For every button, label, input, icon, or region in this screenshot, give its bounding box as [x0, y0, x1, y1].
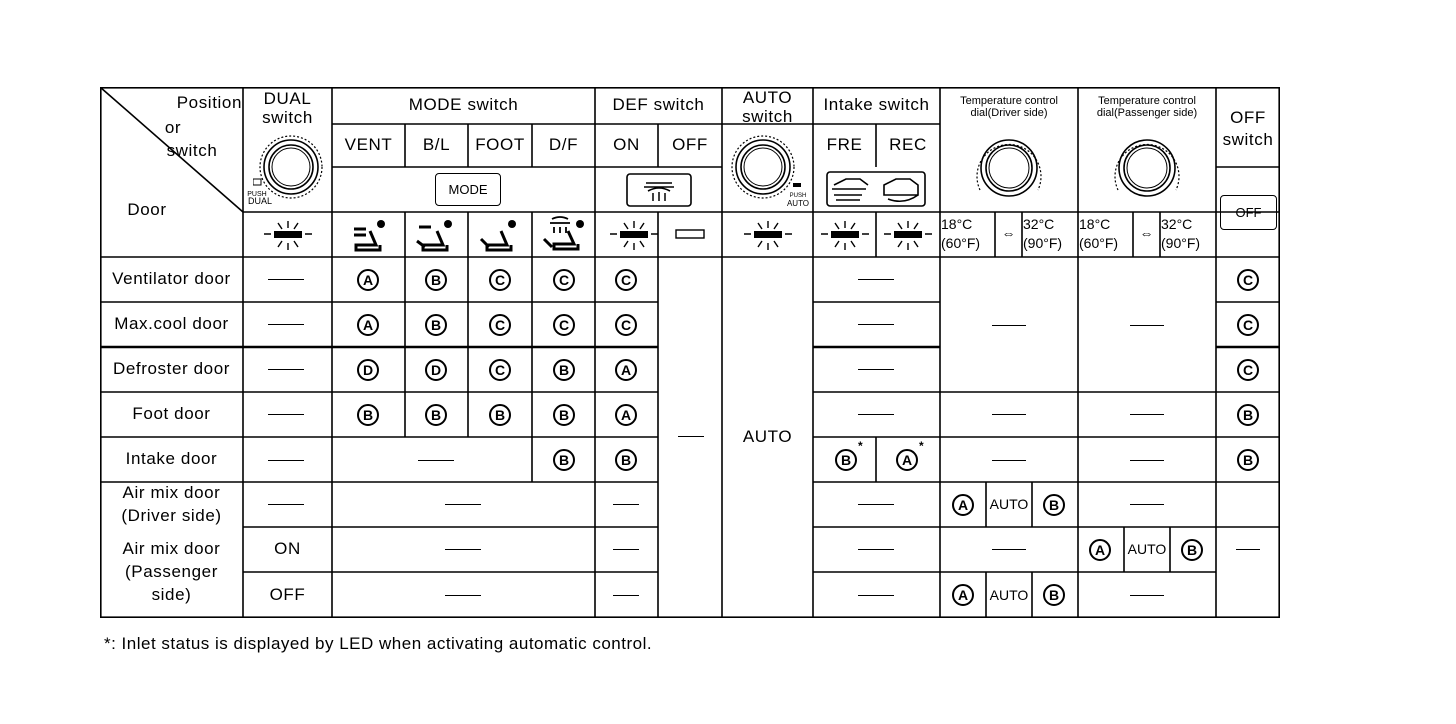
temp-driver-arrow: ⇔ — [1001, 224, 1016, 241]
temp-driver-low-c: 18°C — [941, 215, 973, 232]
auto-small-value: AUTO — [989, 496, 1029, 513]
dash — [1130, 414, 1164, 415]
dash — [858, 369, 894, 370]
df-mode-icon — [540, 215, 588, 253]
push-dual-label-1: PUSH — [247, 190, 267, 198]
led-off-icon — [675, 229, 707, 241]
mode-vent-header: VENT — [344, 135, 393, 155]
value-badge: B — [425, 269, 447, 291]
dash — [992, 549, 1026, 550]
led-on-icon — [606, 217, 662, 253]
dash — [1130, 595, 1164, 596]
row-label-ventilator: Ventilator door — [112, 269, 231, 289]
temp-passenger-low-f: (60°F) — [1079, 234, 1119, 251]
temp-driver-low-f: (60°F) — [941, 234, 981, 251]
value-badge: A — [357, 314, 379, 336]
value-badge: A — [615, 404, 637, 426]
temp-driver-dial-icon — [972, 130, 1046, 206]
mode-switch-header: MODE switch — [408, 95, 519, 115]
value-badge: B — [1181, 539, 1203, 561]
dash — [613, 549, 639, 550]
row-label-maxcool: Max.cool door — [114, 314, 229, 334]
push-auto-label-2: AUTO — [786, 198, 810, 208]
led-on-icon — [817, 217, 873, 253]
value-badge: A — [896, 449, 918, 471]
value-badge: B — [425, 404, 447, 426]
dash — [1130, 325, 1164, 326]
row-label-foot: Foot door — [132, 404, 211, 424]
mode-button: MODE — [435, 173, 501, 206]
value-badge: C — [615, 269, 637, 291]
value-badge: C — [1237, 314, 1259, 336]
mode-foot-header: FOOT — [475, 135, 525, 155]
led-on-icon — [260, 217, 316, 253]
value-badge: B — [553, 449, 575, 471]
value-badge: D — [357, 359, 379, 381]
dash — [268, 324, 304, 325]
push-auto-label-1: PUSH — [789, 193, 807, 200]
intake-switch-header: Intake switch — [823, 95, 930, 115]
dash — [992, 460, 1026, 461]
value-badge: C — [489, 269, 511, 291]
value-badge: A — [952, 584, 974, 606]
dash — [268, 414, 304, 415]
value-badge: C — [1237, 269, 1259, 291]
temp-passenger-arrow: ⇔ — [1139, 224, 1154, 241]
value-badge: C — [1237, 359, 1259, 381]
value-badge: B — [489, 404, 511, 426]
value-badge: B — [553, 359, 575, 381]
dash — [613, 595, 639, 596]
dash — [418, 460, 454, 461]
row-label-defroster: Defroster door — [112, 359, 231, 379]
dash — [445, 595, 481, 596]
value-badge: A — [357, 269, 379, 291]
auto-small-value: AUTO — [989, 586, 1029, 603]
def-button-icon — [626, 173, 692, 207]
value-badge: B — [425, 314, 447, 336]
value-badge: D — [425, 359, 447, 381]
footnote-marker: * — [919, 439, 924, 453]
dash — [613, 504, 639, 505]
dash — [858, 279, 894, 280]
dash — [445, 549, 481, 550]
value-badge: C — [553, 314, 575, 336]
intake-rec-header: REC — [889, 135, 927, 155]
value-badge: B — [1237, 404, 1259, 426]
intake-fre-header: FRE — [826, 135, 863, 155]
footnote-marker: * — [858, 439, 863, 453]
value-badge: B — [357, 404, 379, 426]
def-on-header: ON — [613, 135, 640, 155]
temp-passenger-dial-icon — [1110, 130, 1184, 206]
def-off-header: OFF — [672, 135, 708, 155]
dash — [1236, 549, 1260, 550]
foot-mode-icon — [477, 217, 521, 253]
temp-driver-header: Temperature control dial(Driver side) — [960, 94, 1058, 119]
row-label-airmix-driver: Air mix door (Driver side) — [121, 483, 222, 525]
off-button: OFF — [1220, 195, 1277, 230]
dash — [992, 325, 1026, 326]
temp-passenger-low-c: 18°C — [1079, 215, 1111, 232]
row-label-airmix-passenger: Air mix door (Passenger side) — [122, 539, 221, 604]
value-badge: C — [489, 314, 511, 336]
value-badge: C — [615, 314, 637, 336]
value-badge: B — [615, 449, 637, 471]
corner-position-label: Position — [176, 92, 242, 112]
dash — [858, 414, 894, 415]
off-switch-header: OFF switch — [1222, 107, 1274, 149]
dash — [992, 414, 1026, 415]
auto-value: AUTO — [742, 426, 793, 446]
bl-mode-icon — [413, 217, 457, 253]
dash — [678, 436, 704, 437]
corner-door-label: Door — [127, 199, 167, 219]
corner-switch-label: switch — [166, 140, 218, 160]
def-switch-header: DEF switch — [612, 95, 705, 115]
dash — [1130, 460, 1164, 461]
row-label-intake: Intake door — [125, 449, 218, 469]
value-badge: C — [553, 269, 575, 291]
led-on-icon — [740, 217, 796, 253]
led-on-icon — [880, 217, 936, 253]
value-badge: B — [1043, 584, 1065, 606]
dash — [445, 504, 481, 505]
value-badge: A — [952, 494, 974, 516]
dash — [268, 460, 304, 461]
push-dual-label-2: DUAL — [247, 196, 272, 207]
auto-switch-header: AUTO switch — [742, 87, 793, 126]
vent-mode-icon — [350, 217, 390, 253]
corner-or-label: or — [164, 117, 182, 137]
dash — [268, 369, 304, 370]
temp-driver-high-f: (90°F) — [1023, 234, 1063, 251]
temp-passenger-high-f: (90°F) — [1161, 234, 1201, 251]
value-badge: B — [1043, 494, 1065, 516]
mode-bl-header: B/L — [422, 135, 451, 155]
temp-passenger-high-c: 32°C — [1161, 215, 1193, 232]
dash — [858, 595, 894, 596]
footnote-text: *: Inlet status is displayed by LED when activating automatic control. — [104, 634, 653, 653]
value-badge: B — [835, 449, 857, 471]
auto-small-value: AUTO — [1127, 541, 1167, 558]
intake-button-icon — [826, 171, 926, 207]
dual-switch-header: DUAL switch — [262, 88, 313, 127]
door-position-table — [100, 87, 1280, 618]
mode-df-header: D/F — [548, 135, 579, 155]
value-badge: B — [553, 404, 575, 426]
dash — [858, 324, 894, 325]
value-badge: A — [1089, 539, 1111, 561]
dash — [268, 279, 304, 280]
dash — [858, 549, 894, 550]
value-badge: A — [615, 359, 637, 381]
dash — [1130, 504, 1164, 505]
airmix-pass-on: ON — [274, 539, 301, 559]
temp-passenger-header: Temperature control dial(Passenger side) — [1096, 94, 1198, 119]
temp-driver-high-c: 32°C — [1023, 215, 1055, 232]
dash — [268, 504, 304, 505]
value-badge: C — [489, 359, 511, 381]
airmix-pass-off: OFF — [269, 584, 306, 604]
value-badge: B — [1237, 449, 1259, 471]
dash — [858, 504, 894, 505]
